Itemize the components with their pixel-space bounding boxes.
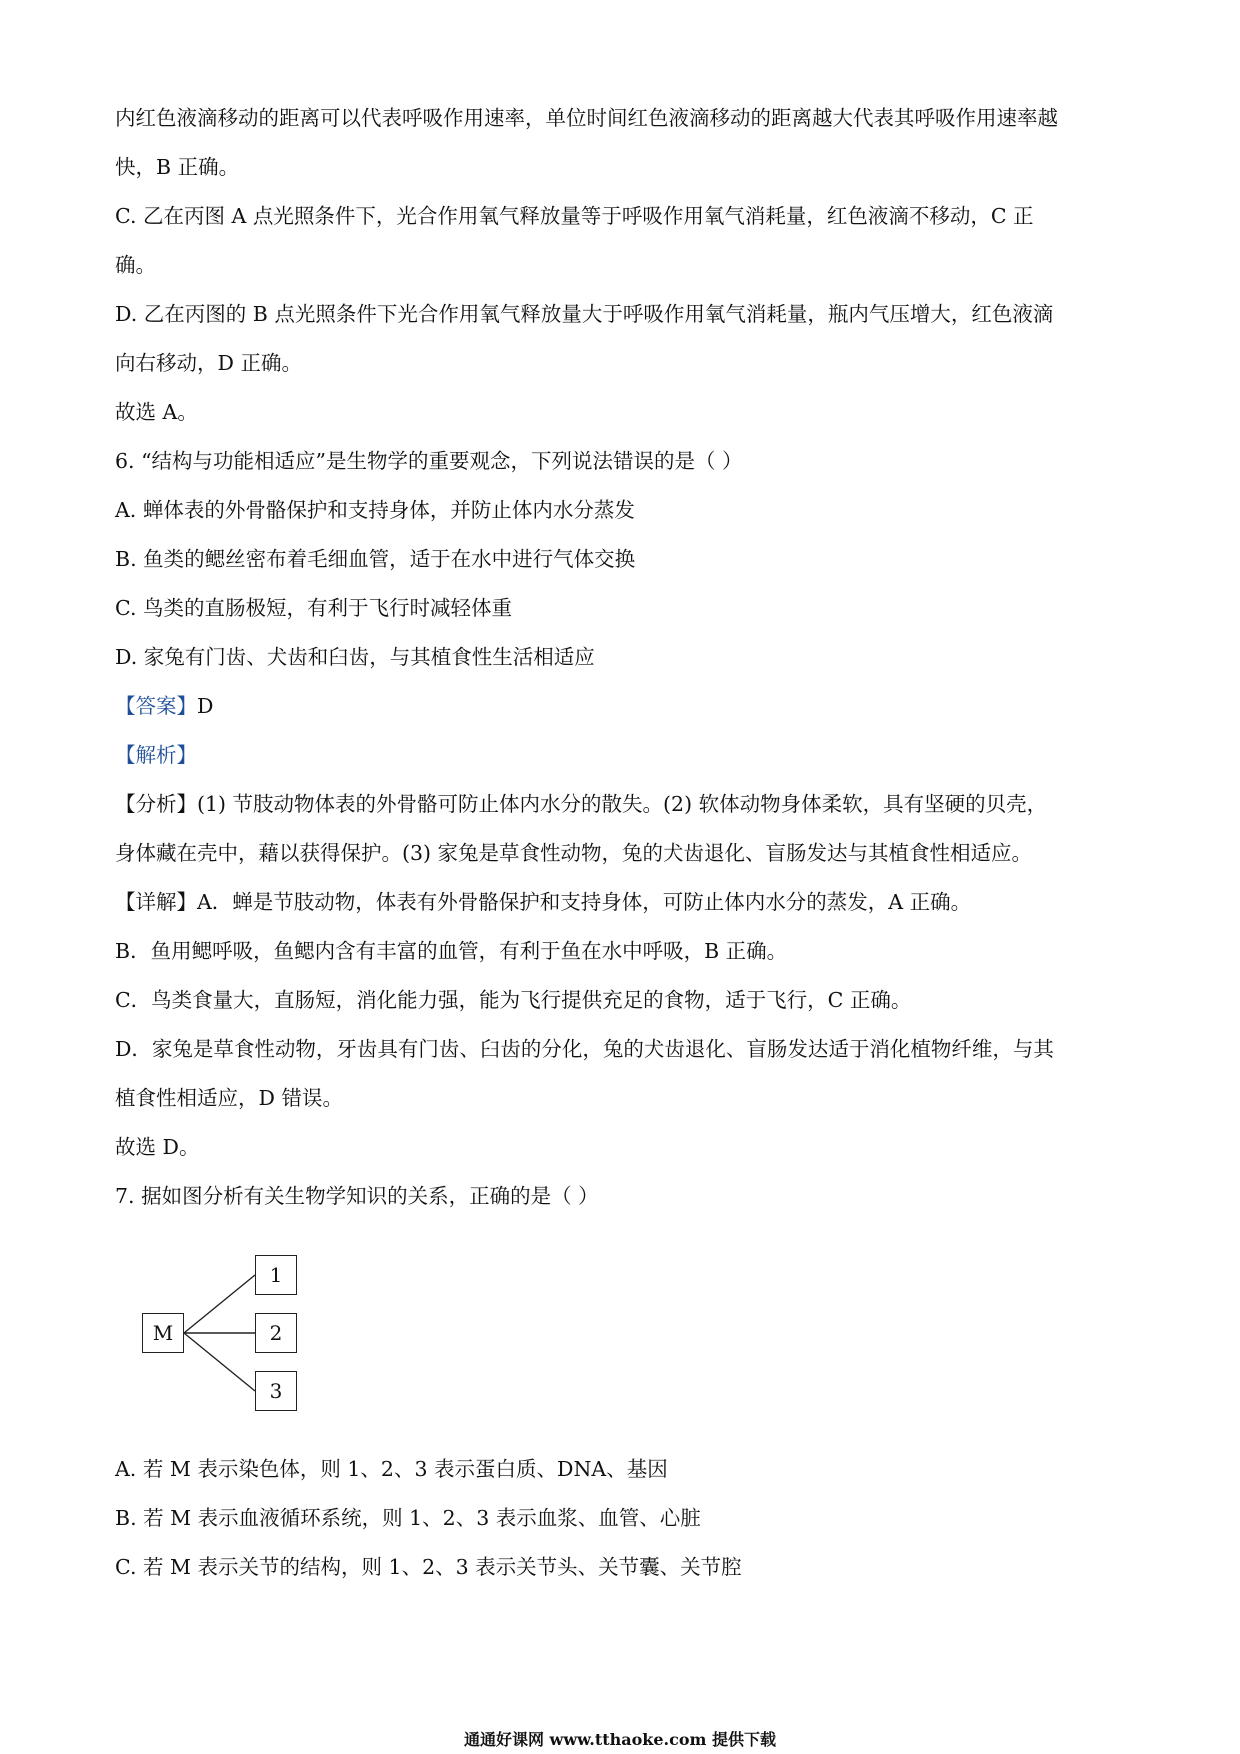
option-a: A. 蝉体表的外骨骼保护和支持身体，并防止体内水分蒸发 [115, 498, 635, 522]
text-line: C. 乙在丙图 A 点光照条件下，光合作用氧气释放量等于呼吸作用氧气消耗量，红色液滴不移动，C 正 [115, 204, 1034, 228]
text-line: 快，B 正确。 [115, 155, 240, 179]
question-stem: 6. “结构与功能相适应”是生物学的重要观念，下列说法错误的是（ ） [115, 449, 743, 473]
option-a: A. 若 M 表示染色体，则 1、2、3 表示蛋白质、DNA、基因 [115, 1457, 668, 1481]
conclusion: 故选 A。 [115, 400, 198, 424]
conclusion: 故选 D。 [115, 1135, 200, 1159]
option-d: D. 家兔有门齿、犬齿和臼齿，与其植食性生活相适应 [115, 645, 595, 669]
analysis-text: 【分析】(1) 节肢动物体表的外骨骼可防止体内水分的散失。(2) 软体动物身体柔软，具有坚硬的贝壳， [115, 792, 1048, 816]
answer-value: D [197, 694, 214, 718]
connector-line [184, 1333, 255, 1391]
connector-line [184, 1275, 255, 1333]
option-b: B. 鱼类的鳃丝密布着毛细血管，适于在水中进行气体交换 [115, 547, 636, 571]
text-line: 内红色液滴移动的距离可以代表呼吸作用速率，单位时间红色液滴移动的距离越大代表其呼吸作用速率越 [115, 106, 1058, 130]
text-line: 向右移动，D 正确。 [115, 351, 302, 375]
analysis-text: 身体藏在壳中，藉以获得保护。(3) 家兔是草食性动物，兔的犬齿退化、盲肠发达与其植食性相适应。 [115, 841, 1033, 865]
answer-tag: 【答案】 [115, 694, 197, 718]
page-footer: 通通好课网 www.tthaoke.com 提供下载 [463, 1730, 777, 1749]
diagram-node-3: 3 [255, 1371, 297, 1411]
text-line: 确。 [115, 253, 156, 277]
option-c: C. 鸟类的直肠极短，有利于飞行时减轻体重 [115, 596, 512, 620]
detail-text: B．鱼用鳃呼吸，鱼鳃内含有丰富的血管，有利于鱼在水中呼吸，B 正确。 [115, 939, 788, 963]
detail-text: C．鸟类食量大，直肠短，消化能力强，能为飞行提供充足的食物，适于飞行，C 正确。 [115, 988, 912, 1012]
detail-text: 【详解】A．蝉是节肢动物，体表有外骨骼保护和支持身体，可防止体内水分的蒸发，A 正确。 [115, 890, 972, 914]
diagram-node-2: 2 [255, 1313, 297, 1353]
diagram-node-root: M [142, 1313, 184, 1353]
detail-text: D．家兔是草食性动物，牙齿具有门齿、臼齿的分化，兔的犬齿退化、盲肠发达适于消化植物纤维，与其 [115, 1037, 1054, 1061]
relation-diagram [130, 1250, 310, 1420]
detail-text: 植食性相适应，D 错误。 [115, 1086, 343, 1110]
text-line: D. 乙在丙图的 B 点光照条件下光合作用氧气释放量大于呼吸作用氧气消耗量，瓶内气压增大，红色液滴 [115, 302, 1054, 326]
question-stem: 7. 据如图分析有关生物学知识的关系，正确的是（ ） [115, 1184, 599, 1208]
diagram-node-1: 1 [255, 1255, 297, 1295]
analysis-tag: 【解析】 [115, 743, 197, 767]
answer-line [115, 696, 213, 717]
option-c: C. 若 M 表示关节的结构，则 1、2、3 表示关节头、关节囊、关节腔 [115, 1555, 742, 1579]
option-b: B. 若 M 表示血液循环系统，则 1、2、3 表示血浆、血管、心脏 [115, 1506, 701, 1530]
